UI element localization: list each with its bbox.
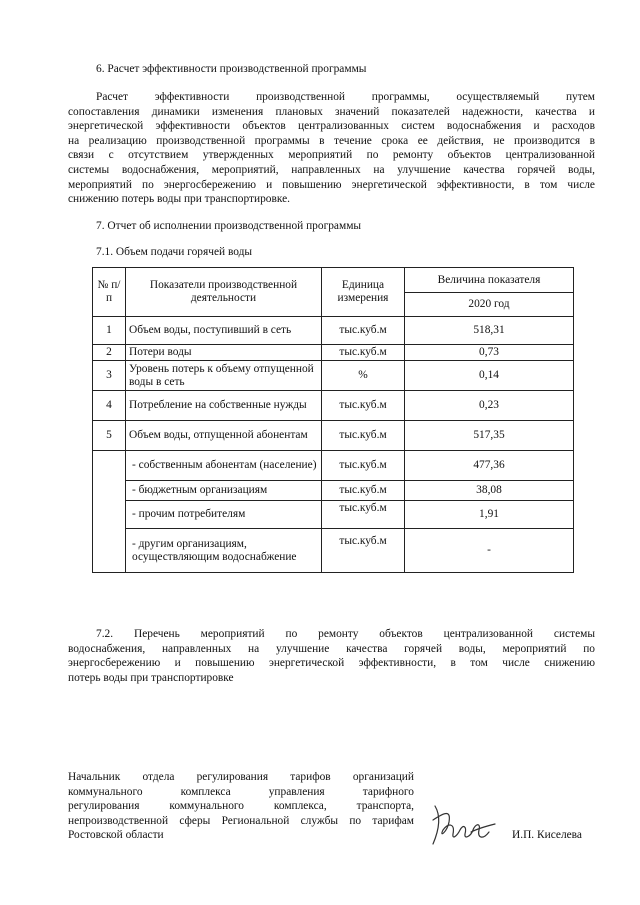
signatory-name: И.П. Киселева: [512, 829, 582, 841]
subrow-name: - собственным абонентам (население): [126, 451, 322, 481]
para-line: системы водоснабжения, мероприятий, направленных на улучшение качества горячей воды,: [68, 163, 595, 176]
position-line: регулирования коммунального комплекса, транспорта,: [68, 800, 414, 813]
section6-paragraph: [68, 90, 595, 207]
row-num: 1: [93, 317, 126, 345]
table-subrow: [93, 481, 574, 501]
row-name: Объем воды, отпущенной абонентам: [126, 421, 322, 451]
section72-paragraph: [68, 627, 595, 685]
position-line: Ростовской области: [68, 829, 164, 842]
para-line: Расчет эффективности производственной программы, осуществляемый путем: [96, 91, 595, 103]
para-line: энергосбережению и повышению энергетической эффективности, в том числе снижению: [68, 657, 595, 670]
signatory-position: [68, 770, 414, 843]
row-name: Потери воды: [126, 345, 322, 361]
position-line: коммунального комплекса управления тарифного: [68, 785, 414, 798]
row-name: Уровень потерь к объему отпущенной воды в сеть: [126, 361, 322, 391]
section6-heading: 6. Расчет эффективности производственной программы: [96, 63, 367, 75]
para-line: сопоставления динамики изменения плановых значений показателей надежности, качества и: [68, 105, 595, 118]
row-name: Потребление на собственные нужды: [126, 391, 322, 421]
subrow-unit: тыс.куб.м: [322, 501, 405, 529]
subrow-value: 1,91: [405, 501, 574, 529]
row-num: 5: [93, 421, 126, 451]
header-year: 2020 год: [405, 293, 574, 317]
subrow-unit: тыс.куб.м: [322, 481, 405, 501]
table-subrow: [93, 451, 574, 481]
position-line: непроизводственной сферы Региональной службы по тарифам: [68, 814, 414, 827]
table-row: [93, 421, 574, 451]
row-unit: тыс.куб.м: [322, 421, 405, 451]
row-value: 0,14: [405, 361, 574, 391]
empty-num-cell: [93, 451, 126, 573]
section7-heading: 7. Отчет об исполнении производственной программы: [96, 220, 362, 232]
header-value-group: Величина показателя: [405, 268, 574, 293]
row-value: 518,31: [405, 317, 574, 345]
table-subrow: [93, 501, 574, 529]
water-supply-table: [92, 267, 574, 573]
row-unit: тыс.куб.м: [322, 317, 405, 345]
row-value: 517,35: [405, 421, 574, 451]
row-unit: %: [322, 361, 405, 391]
para-line: мероприятий по энергосбережению и повышению энергетической эффективности, в том числе: [68, 178, 595, 191]
row-num: 3: [93, 361, 126, 391]
handwritten-signature: [427, 800, 499, 850]
subrow-name: - бюджетным организациям: [126, 481, 322, 501]
row-num: 4: [93, 391, 126, 421]
table-subrow: [93, 529, 574, 573]
header-unit: Единица измерения: [322, 268, 405, 317]
para-line: водоснабжения, направленных на улучшение качества горячей воды, мероприятий по: [68, 642, 595, 655]
row-value: 0,73: [405, 345, 574, 361]
para-line: энергетической эффективности объектов централизованных систем водоснабжения и расходов: [68, 120, 595, 133]
para-line: на реализацию производственной программы в течение срока ее действия, не производится в: [68, 134, 595, 147]
subrow-value: 477,36: [405, 451, 574, 481]
header-indicator: Показатели производственной деятельности: [126, 268, 322, 317]
para-line: потерь воды при транспортировке: [68, 671, 234, 684]
para-line: снижению потерь воды при транспортировке.: [68, 193, 291, 206]
table-row: [93, 317, 574, 345]
row-unit: тыс.куб.м: [322, 345, 405, 361]
row-num: 2: [93, 345, 126, 361]
row-unit: тыс.куб.м: [322, 391, 405, 421]
section71-heading: 7.1. Объем подачи горячей воды: [96, 246, 253, 258]
subrow-name: - прочим потребителям: [126, 501, 322, 529]
table-row: [93, 361, 574, 391]
para-line: 7.2. Перечень мероприятий по ремонту объектов централизованной системы: [96, 628, 595, 640]
row-name: Объем воды, поступивший в сеть: [126, 317, 322, 345]
position-line: Начальник отдела регулирования тарифов организаций: [68, 771, 414, 783]
header-num: № п/п: [93, 268, 126, 317]
subrow-unit: тыс.куб.м: [322, 529, 405, 573]
table-row: [93, 391, 574, 421]
table-row: [93, 345, 574, 361]
subrow-value: -: [405, 529, 574, 573]
subrow-unit: тыс.куб.м: [322, 451, 405, 481]
subrow-value: 38,08: [405, 481, 574, 501]
subrow-name: - другим организациям, осуществляющим водоснабжение: [126, 529, 322, 573]
row-value: 0,23: [405, 391, 574, 421]
para-line: связи с отсутствием утвержденных мероприятий по ремонту объектов централизованной: [68, 149, 595, 162]
